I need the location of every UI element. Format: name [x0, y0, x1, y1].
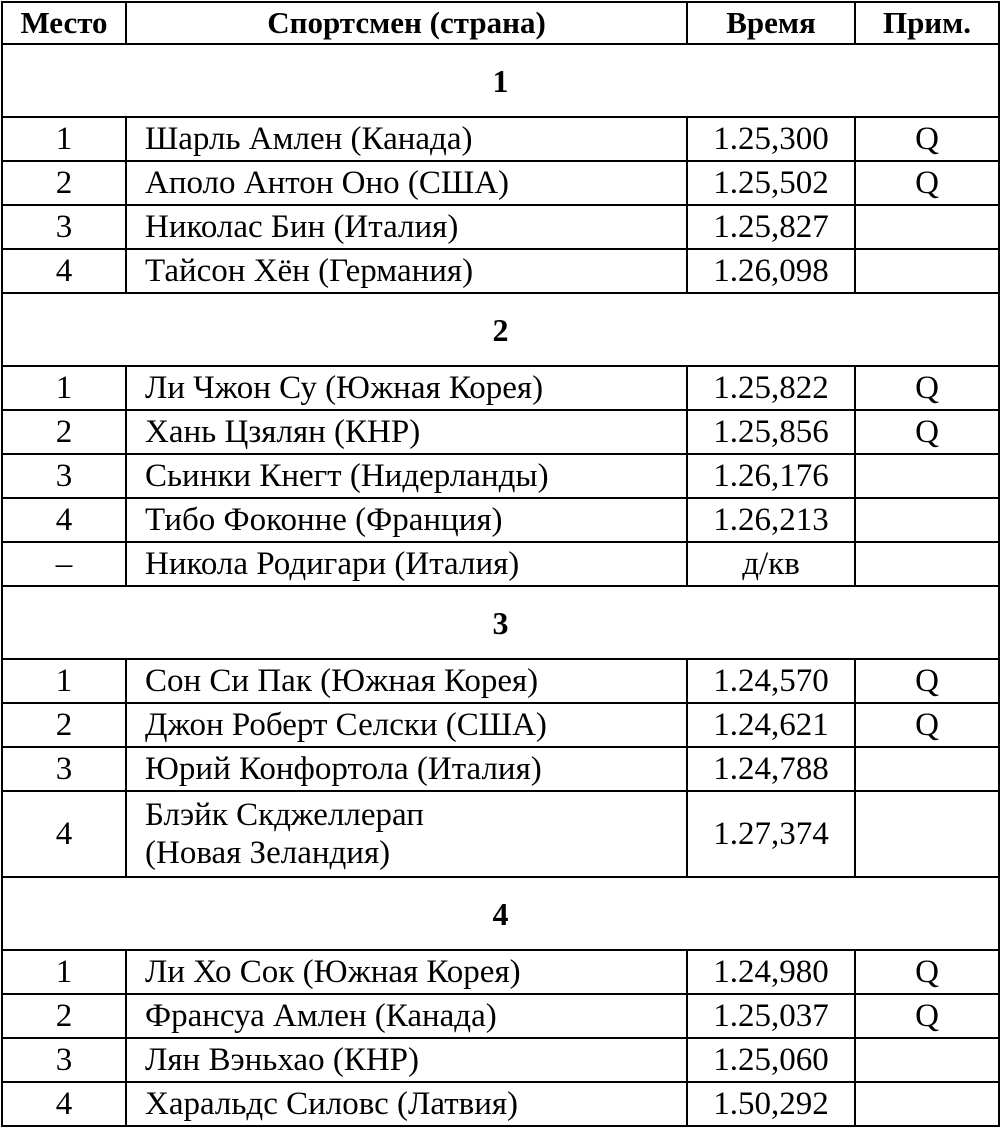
- note-cell: [855, 747, 999, 791]
- athlete-cell: Лян Вэньхао (КНР): [126, 1038, 687, 1082]
- results-table: [1, 1, 1000, 1127]
- athlete-cell: Харальдс Силовс (Латвия): [126, 1082, 687, 1126]
- note-cell: [855, 205, 999, 249]
- heat-number: 4: [2, 877, 999, 950]
- note-cell: [855, 1082, 999, 1126]
- athlete-cell: Аполо Антон Оно (США): [126, 161, 687, 205]
- table-row: [2, 366, 999, 410]
- time-cell: 1.25,827: [687, 205, 855, 249]
- athlete-cell: Франсуа Амлен (Канада): [126, 994, 687, 1038]
- note-cell: [855, 791, 999, 877]
- time-cell: д/кв: [687, 542, 855, 586]
- time-cell: 1.25,037: [687, 994, 855, 1038]
- place-cell: 3: [2, 747, 126, 791]
- table-row: [2, 117, 999, 161]
- place-cell: 3: [2, 1038, 126, 1082]
- note-cell: Q: [855, 161, 999, 205]
- athlete-cell: Шарль Амлен (Канада): [126, 117, 687, 161]
- table-row: [2, 1038, 999, 1082]
- note-cell: Q: [855, 366, 999, 410]
- time-cell: 1.26,213: [687, 498, 855, 542]
- place-cell: 3: [2, 205, 126, 249]
- place-cell: 4: [2, 1082, 126, 1126]
- header-place: Место: [2, 2, 126, 44]
- place-cell: –: [2, 542, 126, 586]
- heat-number: 3: [2, 586, 999, 659]
- time-cell: 1.27,374: [687, 791, 855, 877]
- time-cell: 1.25,822: [687, 366, 855, 410]
- athlete-cell: Хань Цзялян (КНР): [126, 410, 687, 454]
- time-cell: 1.24,788: [687, 747, 855, 791]
- header-athlete: Спортсмен (страна): [126, 2, 687, 44]
- time-cell: 1.25,502: [687, 161, 855, 205]
- table-row: [2, 205, 999, 249]
- time-cell: 1.26,176: [687, 454, 855, 498]
- athlete-cell: Юрий Конфортола (Италия): [126, 747, 687, 791]
- athlete-cell: Николас Бин (Италия): [126, 205, 687, 249]
- athlete-cell: Никола Родигари (Италия): [126, 542, 687, 586]
- table-row: [2, 454, 999, 498]
- athlete-cell: Тайсон Хён (Германия): [126, 249, 687, 293]
- place-cell: 4: [2, 498, 126, 542]
- header-time: Время: [687, 2, 855, 44]
- athlete-cell: Джон Роберт Селски (США): [126, 703, 687, 747]
- time-cell: 1.24,570: [687, 659, 855, 703]
- place-cell: 3: [2, 454, 126, 498]
- time-cell: 1.26,098: [687, 249, 855, 293]
- place-cell: 2: [2, 161, 126, 205]
- note-cell: [855, 249, 999, 293]
- table-row: [2, 747, 999, 791]
- place-cell: 4: [2, 249, 126, 293]
- note-cell: Q: [855, 703, 999, 747]
- athlete-cell: Сон Си Пак (Южная Корея): [126, 659, 687, 703]
- athlete-name-line: Блэйк Скджеллерап: [145, 797, 424, 833]
- note-cell: Q: [855, 117, 999, 161]
- time-cell: 1.25,300: [687, 117, 855, 161]
- note-cell: [855, 454, 999, 498]
- table-row: [2, 994, 999, 1038]
- place-cell: 1: [2, 117, 126, 161]
- athlete-cell: Ли Чжон Су (Южная Корея): [126, 366, 687, 410]
- heat-number: 1: [2, 44, 999, 117]
- place-cell: 1: [2, 950, 126, 994]
- note-cell: Q: [855, 410, 999, 454]
- note-cell: [855, 542, 999, 586]
- time-cell: 1.24,980: [687, 950, 855, 994]
- time-cell: 1.24,621: [687, 703, 855, 747]
- note-cell: Q: [855, 994, 999, 1038]
- table-row: [2, 703, 999, 747]
- heat-header: [2, 586, 999, 659]
- note-cell: Q: [855, 950, 999, 994]
- athlete-cell: Сьинки Кнегт (Нидерланды): [126, 454, 687, 498]
- note-cell: Q: [855, 659, 999, 703]
- table-row: [2, 161, 999, 205]
- heat-header: [2, 293, 999, 366]
- athlete-country-line: (Новая Зеландия): [145, 835, 391, 871]
- heat-header: [2, 877, 999, 950]
- place-cell: 2: [2, 703, 126, 747]
- time-cell: 1.25,856: [687, 410, 855, 454]
- time-cell: 1.50,292: [687, 1082, 855, 1126]
- place-cell: 4: [2, 791, 126, 877]
- time-cell: 1.25,060: [687, 1038, 855, 1082]
- place-cell: 2: [2, 410, 126, 454]
- table-row: [2, 659, 999, 703]
- athlete-cell: [126, 791, 687, 877]
- athlete-cell: Ли Хо Сок (Южная Корея): [126, 950, 687, 994]
- note-cell: [855, 498, 999, 542]
- place-cell: 2: [2, 994, 126, 1038]
- place-cell: 1: [2, 659, 126, 703]
- heat-number: 2: [2, 293, 999, 366]
- header-row: [2, 2, 999, 44]
- table-row: [2, 950, 999, 994]
- heat-header: [2, 44, 999, 117]
- table-row: [2, 410, 999, 454]
- table-row: [2, 791, 999, 877]
- place-cell: 1: [2, 366, 126, 410]
- note-cell: [855, 1038, 999, 1082]
- table-row: [2, 1082, 999, 1126]
- table-row: [2, 542, 999, 586]
- athlete-cell: Тибо Фоконне (Франция): [126, 498, 687, 542]
- header-note: Прим.: [855, 2, 999, 44]
- table-row: [2, 249, 999, 293]
- table-row: [2, 498, 999, 542]
